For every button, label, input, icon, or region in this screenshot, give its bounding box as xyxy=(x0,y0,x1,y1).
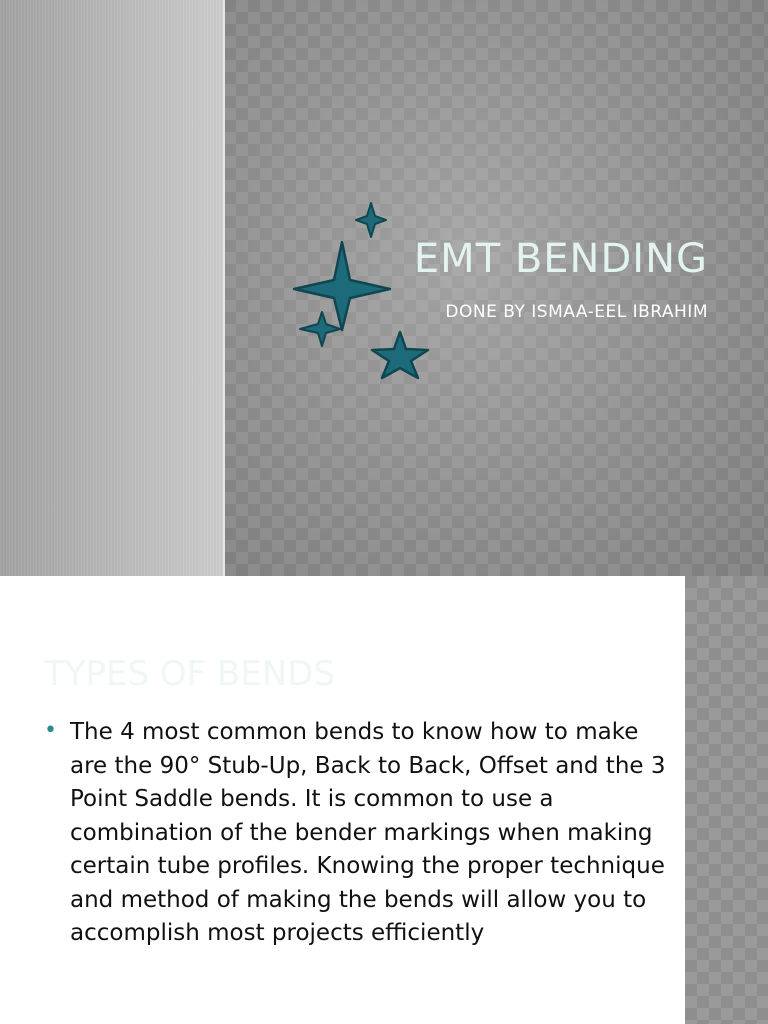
panel-divider xyxy=(223,0,225,576)
bullet-icon: • xyxy=(44,718,57,743)
five-point-star-icon xyxy=(372,332,428,378)
left-gradient-panel xyxy=(0,0,224,576)
bullet-text: The 4 most common bends to know how to make are the 90° Stub-Up, Back to Back, Offset and the 3 Point Saddle bends. It is common to use a combination of the bender markings when making certain tube profiles. Knowing the proper technique and method of making the bends will allow you to accomplish most projects efficiently xyxy=(70,719,666,946)
small-sparkle-icon xyxy=(356,203,386,237)
right-diamond-pattern-strip xyxy=(685,576,768,1024)
sparkle-stars-icon xyxy=(290,200,440,385)
tiny-sparkle-icon xyxy=(300,312,340,346)
slide-heading: TYPES OF BENDS xyxy=(44,654,336,694)
slide-title: EMT BENDING xyxy=(413,236,708,282)
bullet-list xyxy=(44,716,674,951)
large-sparkle-icon xyxy=(294,242,390,330)
slide-subtitle: DONE BY ISMAA-EEL IBRAHIM xyxy=(445,302,708,322)
list-item xyxy=(44,716,674,951)
content-slide xyxy=(0,576,768,1024)
